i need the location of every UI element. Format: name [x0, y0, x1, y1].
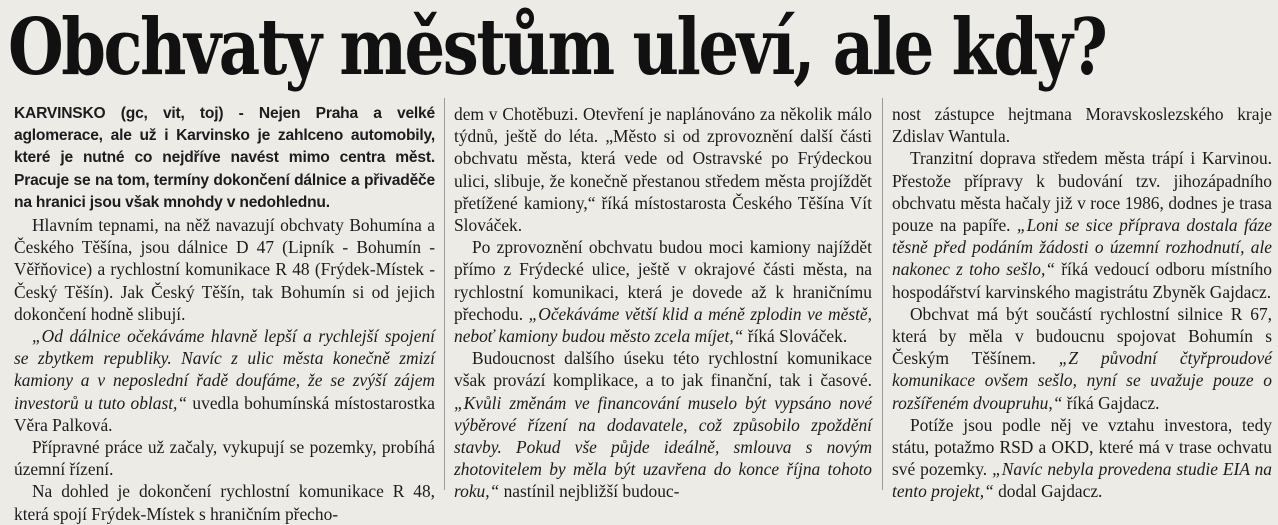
paragraph	[454, 103, 872, 236]
paragraph-text: Budoucnost dalšího úseku této rychlostní komunikace však provází komplikace, a to jak finanční, tak i časové.	[454, 348, 872, 391]
attribution: říká vedoucí odboru místního hospodářství karvinského magistrátu Zbyněk Gajdacz.	[892, 259, 1272, 302]
attribution: říká Slováček.	[743, 326, 848, 347]
paragraph	[892, 147, 1272, 302]
paragraph-text: Potíže jsou podle něj ve vztahu investora, tedy státu, potažmo RSD a OKD, které má v trase ochvatu své pozemky.	[892, 414, 1272, 480]
quote: „Očekáváme větší klid a méně zplodin ve městě, neboť kamiony budou město zcela míjet,“	[454, 303, 873, 347]
paragraph	[14, 325, 435, 436]
article-column-3	[892, 103, 1273, 502]
article-column-2	[454, 103, 873, 502]
paragraph-text: Obchvat má být součástí rychlostní silnice R 67, která by měla v budoucnu spojovat Bohumín s Českým Těšínem.	[892, 303, 1272, 369]
paragraph	[454, 347, 872, 502]
paragraph: Přípravné práce už začaly, vykupují se pozemky, probíhá územní řízení.	[14, 437, 435, 480]
article-column-1	[14, 103, 435, 524]
headline: Obchvaty městům uleví, ale kdy?	[8, 2, 1106, 93]
paragraph: nost zástupce hejtmana Moravskoslezského kraje Zdislav Wantula.	[892, 104, 1272, 147]
paragraph-text: Po zprovoznění obchvatu budou moci kamiony najíždět přímo z Frýdecké ulice, ještě v okrajové části města, na rychlostní komunikaci, která je dovede až k hraničnímu přechodu.	[454, 237, 872, 324]
attribution: říká místostarosta Českého Těšína Vít Slováček.	[454, 192, 872, 236]
paragraph-text: Tranzitní doprava středem města trápí i Karvinou. Přestože přípravy k budování tzv. jihozápadního obchvatu města hačaly již v roce 1986, dodnes je trasa pouze na papíře.	[892, 148, 1272, 236]
attribution: dodal Gajdacz.	[993, 481, 1103, 502]
paragraph: Na dohled je dokončení rychlostní komunikace R 48, která spojí Frýdek-Místek s hraničním přecho-	[14, 481, 435, 524]
attribution: říká Gajdacz.	[1062, 392, 1160, 413]
quote: „Loni se sice příprava dostala fáze těsně před podáním žádosti o územní rozhodnutí, ale nakonec z toho sešlo,“	[892, 215, 1273, 280]
article-body	[14, 103, 1273, 524]
quote: „Od dálnice očekáváme hlavně lepší a rychlejší spojení se zbytkem republiky. Navíc z ulic města konečně zmizí kamiony a v neposlední řadě doufáme, že se zvýší zájem investorů u tuto oblast,“	[14, 326, 435, 413]
paragraph	[892, 303, 1272, 414]
paragraph: Hlavním tepnami, na něž navazují obchvaty Bohumína a Českého Těšína, jsou dálnice D 47 (Lipník - Bohumín - Věřňovice) a rychlostní komunikace R 48 (Frýdek-Místek - Český Těšín). Jak Český Těšín, tak Bohumín si od jejich dokončení hodně slibují.	[14, 215, 435, 324]
lead-paragraph: KARVINSKO (gc, vit, toj) - Nejen Praha a velké aglomerace, ale už i Karvinsko je zahlceno automobily, které je nutné co nejdříve navést mimo centra měst. Pracuje se na tom, termíny dokončení dálnice a přivaděče na hranici jsou však mnohdy v nedohlednu.	[14, 105, 435, 211]
attribution: uvedla bohumínská místostarostka Věra Palková.	[14, 392, 435, 435]
paragraph-text: dem v Chotěbuzi. Otevření je naplánováno za několik málo týdnů, ještě do léta. „Město si od zprovoznění další části obchvatu města, která vede od Ostravské po Frýdeckou ulici, slibuje, že konečně přestanou středem města projíždět přetížené kamiony,“	[454, 104, 872, 213]
attribution: nastínil nejbližší budouc-	[499, 481, 680, 502]
quote: „Z původní čtyřproudové komunikace ovšem sešlo, nyní se uvažuje pouze o rozšířeném dvoupruhu,“	[892, 348, 1272, 413]
paragraph	[892, 414, 1272, 503]
quote: „Navíc nebyla provedena studie EIA na tento projekt,“	[892, 459, 1272, 502]
paragraph	[454, 236, 872, 347]
quote: „Kvůli změnám ve financování muselo být vypsáno nové výběrové řízení na dodavatele, což způsobilo zpoždění stavby. Pokud vše půjde ideálně, smlouva s novým zhotovitelem by měla být uzavřena do konce října tohoto roku,“	[454, 392, 872, 502]
